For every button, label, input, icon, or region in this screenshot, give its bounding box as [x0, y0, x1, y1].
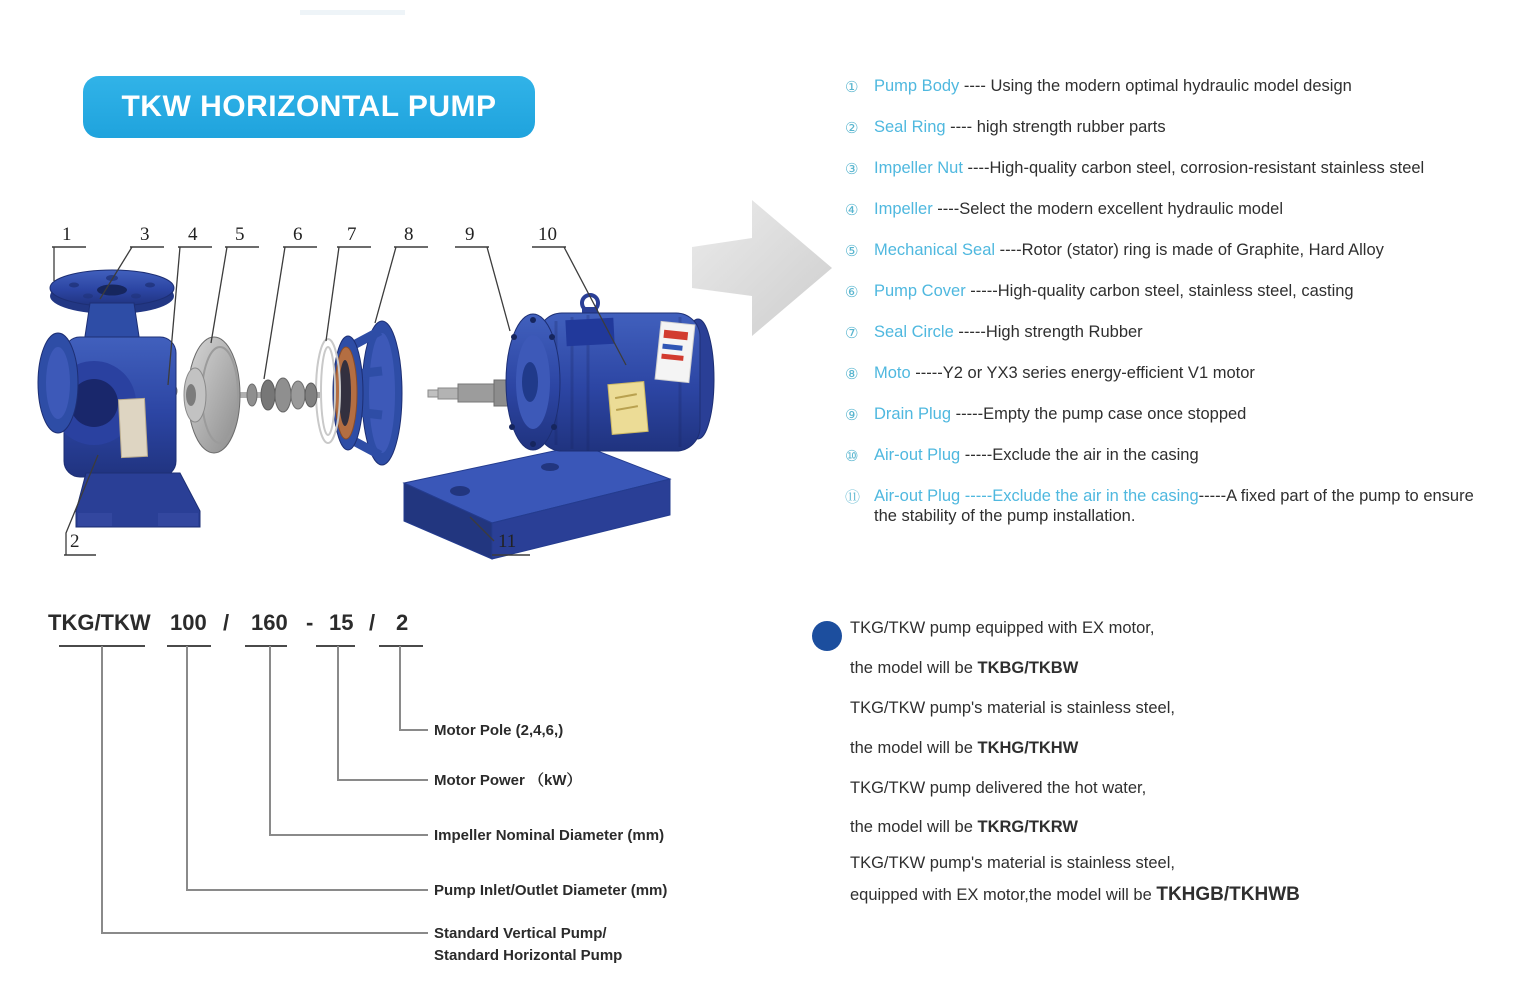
part-description: -----Empty the pump case once stopped	[951, 405, 1247, 423]
variant-line: TKG/TKW pump's material is stainless steel,	[850, 854, 1175, 872]
part-name: Seal Ring	[874, 118, 946, 136]
part-description: -----Y2 or YX3 series energy-efficient V1 motor	[910, 364, 1255, 382]
legend-item-10	[845, 445, 1500, 465]
model-variants	[805, 618, 1505, 948]
motor-illustration	[428, 295, 714, 451]
legend-item-7	[845, 322, 1500, 342]
label-motor-power: Motor Power （kW）	[434, 772, 582, 789]
variant-line: the model will be TKHG/TKHW	[850, 739, 1079, 757]
legend-item-1	[845, 76, 1500, 96]
callout-2: 2	[70, 531, 80, 552]
model-code-inlet: 100	[170, 610, 207, 635]
circled-number: ⑧	[845, 365, 859, 383]
model-code-key	[40, 600, 740, 990]
part-name: Drain Plug	[874, 405, 952, 423]
part-name: Air-out Plug -----Exclude the air in the casing	[874, 487, 1199, 505]
callout-7: 7	[347, 224, 357, 245]
part-name: Pump Cover	[874, 282, 966, 300]
legend-item-2	[845, 117, 1500, 137]
part-description: ----Rotor (stator) ring is made of Graphite, Hard Alloy	[995, 241, 1384, 259]
variant-line: TKG/TKW pump equipped with EX motor,	[850, 619, 1155, 637]
part-description: -----Exclude the air in the casing	[960, 446, 1199, 464]
pump-body-illustration	[38, 270, 200, 527]
model-code-pole: 2	[396, 610, 409, 635]
part-name: Impeller	[874, 200, 933, 218]
circled-number: ⑥	[845, 283, 859, 301]
pump-cover-illustration	[333, 321, 402, 465]
label-standard-pump-1: Standard Vertical Pump/	[434, 925, 607, 942]
flow-arrow-icon	[690, 192, 840, 347]
legend-item-3	[845, 158, 1500, 178]
label-standard-pump-2: Standard Horizontal Pump	[434, 947, 623, 964]
variant-line: TKG/TKW pump's material is stainless steel,	[850, 699, 1175, 717]
circled-number: ①	[845, 78, 859, 96]
variant-line: equipped with EX motor,the model will be TKHGB/TKHWB	[850, 884, 1300, 905]
callout-4: 4	[188, 224, 198, 245]
part-description: -----High-quality carbon steel, stainless steel, casting	[965, 282, 1354, 300]
parts-legend	[845, 76, 1500, 547]
callout-5: 5	[235, 224, 245, 245]
model-code-impeller: 160	[251, 610, 288, 635]
part-name: Mechanical Seal	[874, 241, 996, 259]
circled-number: ⑨	[845, 406, 859, 424]
circled-number: ⑩	[845, 447, 859, 465]
legend-item-11	[845, 486, 1500, 526]
mechanical-seal-illustration	[240, 378, 320, 412]
label-motor-pole: Motor Pole (2,4,6,)	[434, 722, 564, 739]
circled-number: ②	[845, 119, 859, 137]
legend-item-4	[845, 199, 1500, 219]
legend-item-9	[845, 404, 1500, 424]
variant-line: the model will be TKBG/TKBW	[850, 659, 1079, 677]
model-code-slash: /	[223, 610, 230, 635]
label-impeller-diameter: Impeller Nominal Diameter (mm)	[434, 827, 665, 844]
label-inlet-diameter: Pump Inlet/Outlet Diameter (mm)	[434, 882, 668, 899]
circled-number: ⑪	[845, 488, 861, 506]
part-name: Air-out Plug	[874, 446, 961, 464]
impeller-illustration	[184, 337, 240, 453]
part-name: Impeller Nut	[874, 159, 963, 177]
variant-line: the model will be TKRG/TKRW	[850, 818, 1078, 836]
model-code-power: 15	[329, 610, 354, 635]
exploded-diagram	[30, 215, 750, 565]
part-description: ---- high strength rubber parts	[945, 118, 1166, 136]
bullet-icon	[812, 621, 842, 651]
callout-11: 11	[498, 531, 517, 552]
base-plate-illustration	[404, 445, 670, 559]
circled-number: ⑦	[845, 324, 859, 342]
title-banner	[83, 76, 535, 138]
part-description: -----A fixed part of the pump to ensure the stability of the pump installation.	[874, 487, 1474, 525]
page-title: TKW HORIZONTAL PUMP	[121, 90, 497, 123]
part-description: ----Select the modern excellent hydraulic model	[932, 200, 1284, 218]
circled-number: ④	[845, 201, 859, 219]
callout-3: 3	[140, 224, 150, 245]
model-code-slash2: /	[369, 610, 376, 635]
callout-6: 6	[293, 224, 303, 245]
page-top-divider	[300, 10, 405, 15]
part-name: Seal Circle	[874, 323, 954, 341]
part-description: -----High strength Rubber	[953, 323, 1143, 341]
legend-item-5	[845, 240, 1500, 260]
part-name: Moto	[874, 364, 911, 382]
callout-9: 9	[465, 224, 475, 245]
part-name: Pump Body	[874, 77, 960, 95]
model-code-dash: -	[306, 610, 314, 635]
callout-8: 8	[404, 224, 414, 245]
model-code-series: TKG/TKW	[48, 610, 151, 635]
callout-1: 1	[62, 224, 72, 245]
callout-10: 10	[538, 224, 557, 245]
circled-number: ⑤	[845, 242, 859, 260]
legend-item-8	[845, 363, 1500, 383]
circled-number: ③	[845, 160, 859, 178]
part-description: ----High-quality carbon steel, corrosion-resistant stainless steel	[962, 159, 1425, 177]
variant-line: TKG/TKW pump delivered the hot water,	[850, 779, 1147, 797]
legend-item-6	[845, 281, 1500, 301]
part-description: ---- Using the modern optimal hydraulic model design	[959, 77, 1352, 95]
